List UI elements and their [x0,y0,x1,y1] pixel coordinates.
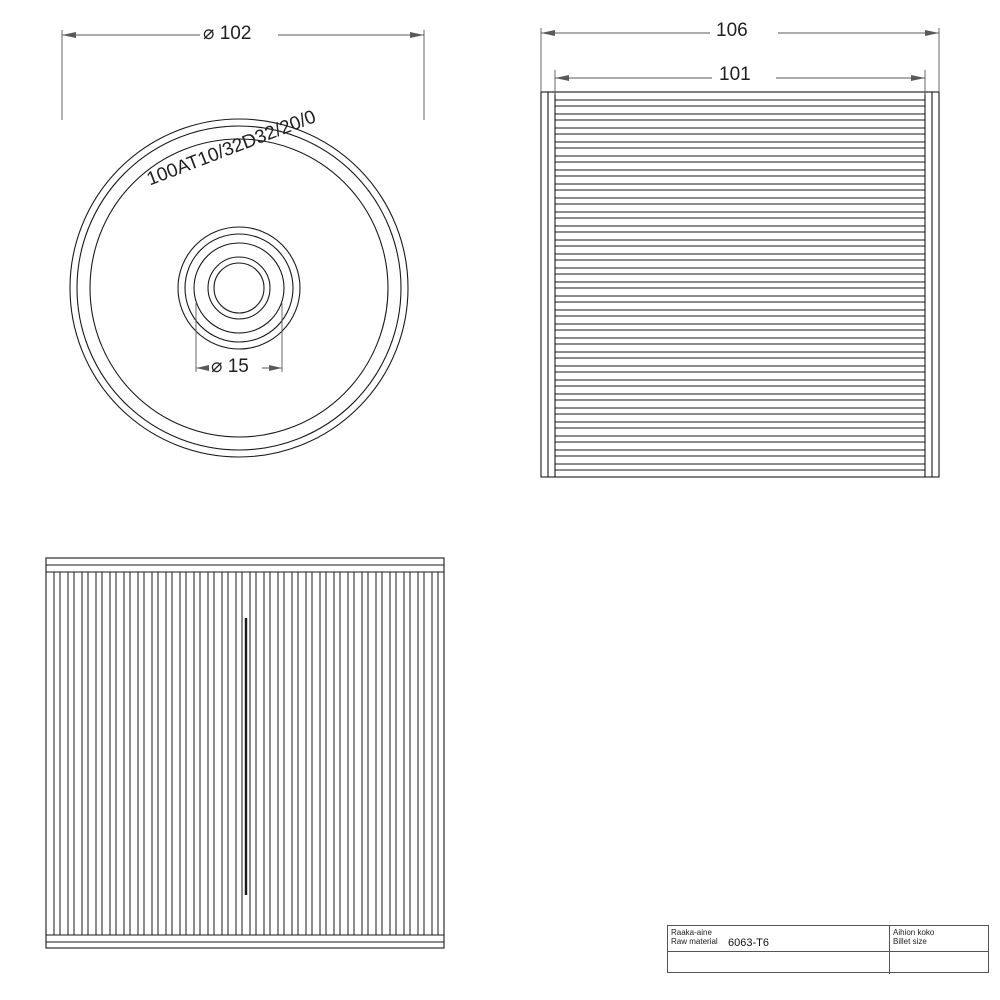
dim-bore-diameter-label: ⌀ 15 [211,356,249,377]
bottom-view-geometry [46,558,444,948]
part-number-label: 100AT10/32D32/20/0 [144,106,319,191]
dim-overall-width-label: 106 [716,20,748,41]
raw-material-value: 6063-T6 [728,937,769,949]
title-block-row-empty [668,952,988,974]
title-block [667,925,989,973]
billet-size-label-en: Billet size [893,937,927,947]
dim-outer-diameter-label: ⌀ 102 [203,23,252,44]
raw-material-label-fi: Raaka-aine [671,928,712,937]
title-block-divider-lower [889,952,890,974]
front-view-geometry [70,119,408,457]
dim-belt-width-label: 101 [719,64,751,85]
side-view-geometry [541,92,939,477]
raw-material-cell [668,926,889,951]
raw-material-label-en: Raw material [671,937,718,947]
title-block-row-material [668,926,988,952]
billet-size-label-fi: Aihion koko [893,928,935,937]
billet-size-cell [890,926,989,951]
